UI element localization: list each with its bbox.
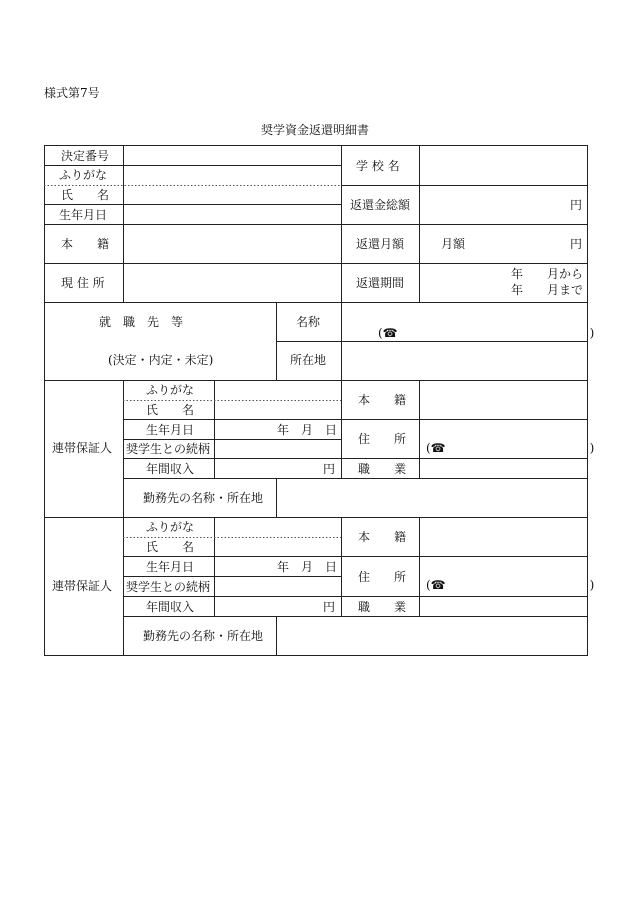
guarantor-1-occupation-label: 職 業 xyxy=(358,462,407,476)
guarantor-1-birthdate-fill: 年 月 日 xyxy=(277,423,338,437)
guarantor-2-address-label: 住 所 xyxy=(358,570,407,584)
guarantor-2-birthdate-fill: 年 月 日 xyxy=(277,560,338,574)
guarantor-2-income-yen: 円 xyxy=(323,600,336,614)
monthly-amount-label: 月額 xyxy=(441,237,466,251)
guarantor-1-relationship-label: 奨学生との続柄 xyxy=(126,442,211,456)
guarantor-2-occupation-label: 職 業 xyxy=(358,600,407,614)
period-to: 年 月まで xyxy=(511,283,584,297)
guarantor-2-relationship-label: 奨学生との続柄 xyxy=(126,580,211,594)
guarantor-1-birthdate-label: 生年月日 xyxy=(146,423,195,437)
guarantor-1-address-label: 住 所 xyxy=(358,432,407,446)
guarantor-1-income-label: 年間収入 xyxy=(146,462,195,476)
employment-heading: 就 職 先 等 xyxy=(99,315,184,329)
guarantor-2-honseki-label: 本 籍 xyxy=(358,530,407,544)
guarantor-1-phone: (☎ ) xyxy=(426,441,595,455)
total-repayment-yen: 円 xyxy=(570,198,583,212)
name-label: 氏 名 xyxy=(61,188,110,202)
employment-status-options: (決定・内定・未定) xyxy=(108,353,214,367)
monthly-amount-yen: 円 xyxy=(570,237,583,251)
furigana-label: ふりがな xyxy=(59,168,108,182)
guarantor-1-honseki-label: 本 籍 xyxy=(358,393,407,407)
guarantor-2-phone: (☎ ) xyxy=(426,578,595,592)
honseki-label: 本 籍 xyxy=(61,237,110,251)
guarantor-2-birthdate-label: 生年月日 xyxy=(146,560,195,574)
employment-phone: (☎ ) xyxy=(378,326,595,340)
guarantor-1-income-yen: 円 xyxy=(323,462,336,476)
decision-number-label: 決定番号 xyxy=(61,149,110,163)
guarantor-2-income-label: 年間収入 xyxy=(146,600,195,614)
form-number: 様式第7号 xyxy=(44,86,100,100)
employment-name-label: 名称 xyxy=(296,315,321,329)
guarantor-1-label: 連帯保証人 xyxy=(52,441,113,455)
school-name-label: 学 校 名 xyxy=(356,159,400,173)
repayment-period-label: 返還期間 xyxy=(356,276,405,290)
guarantor-2-workplace-label: 勤務先の名称・所在地 xyxy=(143,629,264,643)
guarantor-2-label: 連帯保証人 xyxy=(52,579,113,593)
period-from: 年 月から xyxy=(511,267,584,281)
guarantor-1-furigana-label: ふりがな xyxy=(146,383,195,397)
monthly-repayment-label: 返還月額 xyxy=(356,237,405,251)
address-label: 現 住 所 xyxy=(61,276,105,290)
total-repayment-label: 返還金総額 xyxy=(350,198,411,212)
birthdate-label: 生年月日 xyxy=(59,208,108,222)
guarantor-1-workplace-label: 勤務先の名称・所在地 xyxy=(143,491,264,505)
guarantor-2-furigana-label: ふりがな xyxy=(146,520,195,534)
guarantor-1-name-label: 氏 名 xyxy=(146,403,195,417)
employment-location-label: 所在地 xyxy=(290,353,327,367)
guarantor-2-name-label: 氏 名 xyxy=(146,540,195,554)
document-title: 奨学資金返還明細書 xyxy=(260,123,369,137)
